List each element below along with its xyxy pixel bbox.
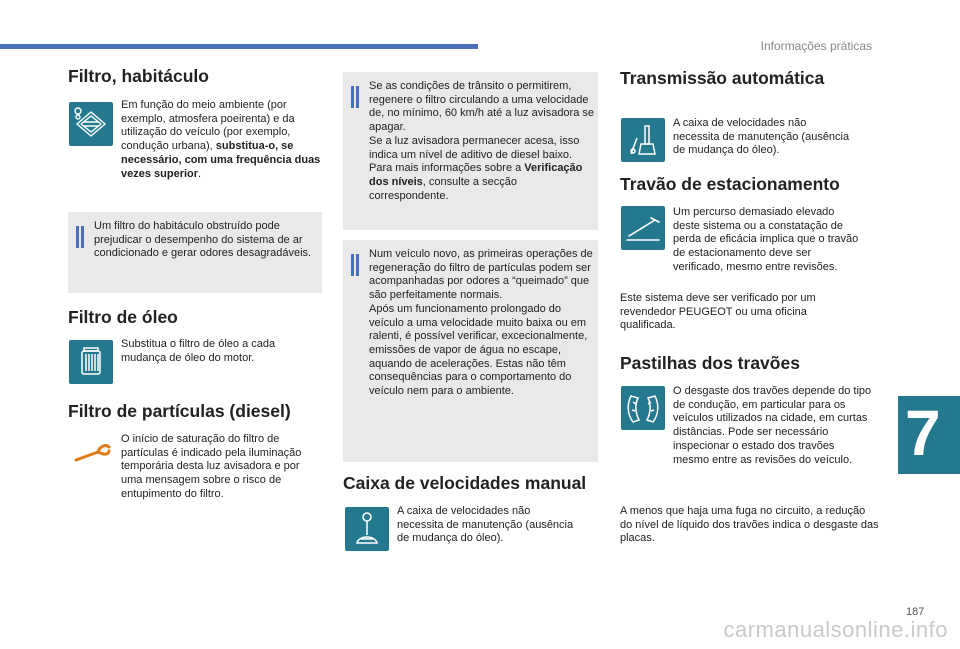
new-vehicle-note xyxy=(343,240,598,462)
cabin-filter-note xyxy=(68,212,322,293)
cabin-filter-note-text: Um filtro do habitáculo obstruído pode prejudicar o desempenho do sistema de ar condicionado e gerar odores desagradáveis. xyxy=(94,220,312,260)
parking-brake-text: Um percurso demasiado elevado deste sistema ou a constatação de perda de eficácia implica que o travão de estacionamento deve ser verificado, mesmo entre revisões. xyxy=(673,206,859,273)
brake-pads-text: O desgaste dos travões depende do tipo de condução, em particular para os veículos utilizados na cidade, em curtas distâncias. Pode ser necessário inspecionar o estado dos travões mesmo entre as revisões do veículo. xyxy=(673,385,872,466)
particulate-filter-warning-icon xyxy=(72,440,112,468)
regeneration-note xyxy=(343,72,598,230)
watermark: carmanualsonline.info xyxy=(723,617,948,642)
cabin-filter-icon xyxy=(69,102,113,146)
parking-brake-title: Travão de estacionamento xyxy=(620,174,840,194)
info-icon xyxy=(76,226,88,248)
regeneration-note-text: Se as condições de trânsito o permitirem, regenere o filtro circulando a uma velocidade de, no mínimo, 60 km/h até a luz avisadora se apagar. Se a luz avisadora permanecer acesa, isso indica um nível de aditivo de diesel baixo. Para mais informações sobre a Verificação dos níveis, consulte a secção correspondente. xyxy=(369,80,595,202)
brake-pads-title: Pastilhas dos travões xyxy=(620,353,800,373)
manual-gearbox-icon xyxy=(345,507,389,551)
automatic-transmission-text: A caixa de velocidades não necessita de manutenção (ausência de mudança do óleo). xyxy=(673,117,850,157)
particulate-filter-text: O início de saturação do filtro de partículas é indicado pela iluminação temporária desta luz avisadora e por uma mensagem sobre o risco de entupimento do filtro. xyxy=(121,433,302,500)
info-icon xyxy=(351,254,363,276)
automatic-transmission-title: Transmissão automática xyxy=(620,68,825,88)
parking-brake-extra: Este sistema deve ser verificado por um revendedor PEUGEOT ou uma oficina qualificada. xyxy=(620,292,816,332)
oil-filter-icon xyxy=(69,340,113,384)
brake-pads-extra: A menos que haja uma fuga no circuito, a redução do nível de líquido dos travões indica o desgaste das placas. xyxy=(620,505,879,545)
section-title: Informações práticas xyxy=(760,39,872,53)
brake-pads-icon xyxy=(621,386,665,430)
cabin-filter-text: Em função do meio ambiente (por exemplo, atmosfera poeirenta) e da utilização do veículo (por exemplo, condução urbana), substitua-o, se necessário, com uma frequência duas vezes superior. xyxy=(121,99,321,180)
info-icon xyxy=(351,86,363,108)
manual-gearbox-title: Caixa de velocidades manual xyxy=(343,473,587,493)
parking-brake-icon xyxy=(621,206,665,250)
oil-filter-title: Filtro de óleo xyxy=(68,307,178,327)
new-vehicle-note-text: Num veículo novo, as primeiras operações de regeneração do filtro de partículas podem ser acompanhadas por odores a “queimado” que são perfeitamente normais. Após um funcionamento prolongado do veículo a uma velocidade muito baixa ou em ralenti, é possível verificar, excecionalmente, emissões de vapor de água no escape, aquando de acelerações. Estas não têm consequências para o comportamento do veículo nem para o ambiente. xyxy=(369,248,593,398)
cabin-filter-title: Filtro, habitáculo xyxy=(68,66,209,86)
page-number: 187 xyxy=(906,606,925,618)
automatic-gearbox-icon xyxy=(621,118,665,162)
oil-filter-text: Substitua o filtro de óleo a cada mudança de óleo do motor. xyxy=(121,338,276,364)
manual-gearbox-text: A caixa de velocidades não necessita de manutenção (ausência de mudança do óleo). xyxy=(397,505,574,545)
chapter-number: 7 xyxy=(905,397,941,469)
header-bar xyxy=(0,44,478,49)
particulate-filter-title: Filtro de partículas (diesel) xyxy=(68,401,291,421)
